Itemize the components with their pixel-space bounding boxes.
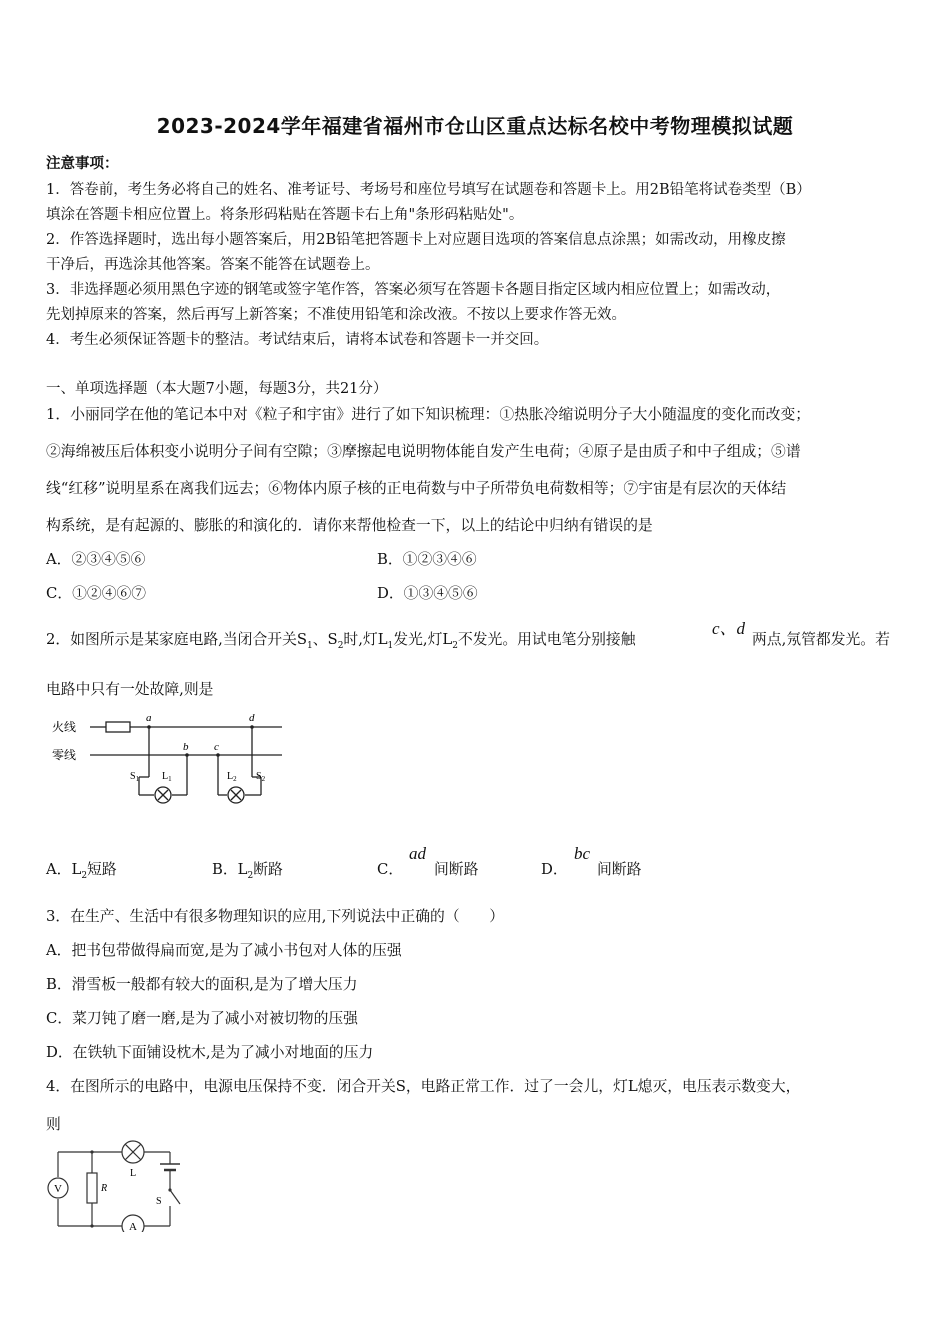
q2-math-cd: c、d bbox=[712, 619, 746, 638]
q2-text: 2．如图所示是某家庭电路,当闭合开关S bbox=[46, 631, 308, 648]
point-b-label: b bbox=[183, 741, 189, 753]
point-a-label: a bbox=[146, 712, 152, 724]
label-main: L bbox=[227, 771, 234, 782]
q2-sub: 1 bbox=[307, 640, 313, 651]
q2-text: 、S bbox=[312, 631, 338, 648]
notice-heading: 注意事项： bbox=[46, 156, 119, 172]
question-2-line2: 电路中只有一处故障,则是 bbox=[46, 681, 214, 698]
q2-option-d-prefix: D． bbox=[541, 861, 568, 878]
label-main: S bbox=[256, 771, 262, 782]
switch-label: S bbox=[156, 1196, 162, 1207]
voltmeter-label: V bbox=[54, 1183, 62, 1195]
notice-line: 4．考生必须保证答题卡的整洁。考试结束后，请将本试卷和答题卡一并交回。 bbox=[46, 332, 549, 348]
label-main: L bbox=[162, 771, 169, 782]
question-4-line1: 4．在图所示的电路中，电源电压保持不变．闭合开关S，电路正常工作．过了一会儿，灯L熄灭，电压表示数变大， bbox=[46, 1078, 801, 1095]
question-3-stem: 3．在生产、生活中有很多物理知识的应用,下列说法中正确的（ ） bbox=[46, 908, 505, 925]
notice-line: 填涂在答题卡相应位置上。将条形码粘贴在答题卡右上角"条形码粘贴处"。 bbox=[46, 207, 524, 223]
label-sub: 2 bbox=[233, 775, 237, 783]
q1-option-c: C．①②④⑥⑦ bbox=[46, 585, 147, 602]
notice-line: 先划掉原来的答案，然后再写上新答案；不准使用铅笔和涂改液。不按以上要求作答无效。 bbox=[46, 307, 626, 323]
live-wire-label: 火线 bbox=[52, 720, 77, 734]
neutral-wire-label: 零线 bbox=[52, 748, 77, 762]
q2-text-end: 两点,氖管都发光。若 bbox=[752, 631, 890, 648]
label-sub: 1 bbox=[135, 775, 140, 783]
notice-line: 1．答卷前，考生务必将自己的姓名、准考证号、考场号和座位号填写在试题卷和答题卡上。用2B铅笔将试卷类型（B） bbox=[46, 182, 811, 198]
question-1-line: 构系统，是有起源的、膨胀的和演化的．请你来帮他检查一下，以上的结论中归纳有错误的是 bbox=[46, 517, 653, 534]
q2-option-c-suffix: 间断路 bbox=[434, 861, 479, 878]
switch-s1-label bbox=[130, 771, 140, 783]
household-circuit-diagram bbox=[46, 705, 286, 815]
label-main: S bbox=[130, 771, 136, 782]
q3-option-b: B．滑雪板一般都有较大的面积,是为了增大压力 bbox=[46, 976, 358, 993]
notice-line: 3．非选择题必须用黑色字迹的钢笔或签字笔作答，答案必须写在答题卡各题目指定区域内相应位置上；如需改动， bbox=[46, 282, 781, 298]
page-title: 2023-2024学年福建省福州市仓山区重点达标名校中考物理模拟试题 bbox=[156, 114, 794, 138]
q2-sub: 2 bbox=[337, 640, 344, 651]
lamp-l2-label bbox=[227, 771, 237, 783]
q1-option-d: D．①③④⑤⑥ bbox=[377, 585, 478, 602]
lamp-l1-label bbox=[162, 771, 172, 783]
q2-option-d-math: bc bbox=[574, 844, 591, 863]
q2-option-b bbox=[212, 858, 283, 881]
question-2-line1 bbox=[46, 628, 636, 651]
q2-opt-sub: 2 bbox=[247, 870, 254, 881]
q2-sub: 1 bbox=[387, 640, 394, 651]
label-sub: 2 bbox=[261, 775, 266, 783]
q3-option-c: C．菜刀钝了磨一磨,是为了减小对被切物的压强 bbox=[46, 1010, 358, 1027]
q1-option-a: A．②③④⑤⑥ bbox=[46, 551, 146, 568]
switch-s2-label bbox=[256, 771, 266, 783]
question-1-line: 1．小丽同学在他的笔记本中对《粒子和宇宙》进行了如下知识梳理：①热胀冷缩说明分子大小随温度的变化而改变； bbox=[46, 406, 811, 423]
series-circuit-diagram bbox=[46, 1140, 196, 1232]
point-d-label: d bbox=[249, 712, 255, 724]
lamp-label: L bbox=[130, 1168, 137, 1179]
q2-option-d-suffix: 间断路 bbox=[597, 861, 642, 878]
point-c-label: c bbox=[214, 741, 219, 753]
q2-option-a bbox=[46, 858, 117, 881]
section-heading: 一、单项选择题（本大题7小题，每题3分，共21分） bbox=[46, 381, 388, 397]
question-1-line: ②海绵被压后体积变小说明分子间有空隙；③摩擦起电说明物体能自发产生电荷；④原子是由质子和中子组成；⑤谱 bbox=[46, 443, 801, 460]
q2-opt-sub: 2 bbox=[81, 870, 88, 881]
q3-option-d: D．在铁轨下面铺设枕木,是为了减小对地面的压力 bbox=[46, 1044, 374, 1061]
q2-option-c-prefix: C． bbox=[377, 861, 404, 878]
label-sub: 1 bbox=[168, 775, 172, 783]
question-1-line: 线“红移”说明星系在离我们远去；⑥物体内原子核的正电荷数与中子所带负电荷数相等；⑦宇宙是有层次的天体结 bbox=[46, 480, 787, 497]
notice-line: 干净后，再选涂其他答案。答案不能答在试题卷上。 bbox=[46, 257, 380, 273]
q2-option-c-math: ad bbox=[409, 844, 426, 863]
q2-opt-text: 断路 bbox=[253, 861, 283, 878]
q3-option-a: A．把书包带做得扁而宽,是为了减小书包对人体的压强 bbox=[46, 942, 402, 959]
q2-text: 时,灯L bbox=[343, 631, 388, 648]
resistor-label: R bbox=[101, 1183, 108, 1194]
q2-text: 发光,灯L bbox=[393, 631, 453, 648]
question-4-line2: 则 bbox=[46, 1116, 61, 1133]
q2-opt-text: B．L bbox=[212, 861, 248, 878]
q1-option-b: B．①②③④⑥ bbox=[377, 551, 477, 568]
q2-opt-text: 短路 bbox=[87, 861, 117, 878]
q2-text: 不发光。用试电笔分别接触 bbox=[457, 631, 636, 648]
ammeter-label: A bbox=[129, 1221, 137, 1232]
notice-line: 2．作答选择题时，选出每小题答案后，用2B铅笔把答题卡上对应题目选项的答案信息点涂黑；如需改动，用橡皮擦 bbox=[46, 232, 786, 248]
q2-opt-text: A．L bbox=[46, 861, 82, 878]
q2-sub: 2 bbox=[452, 640, 458, 651]
